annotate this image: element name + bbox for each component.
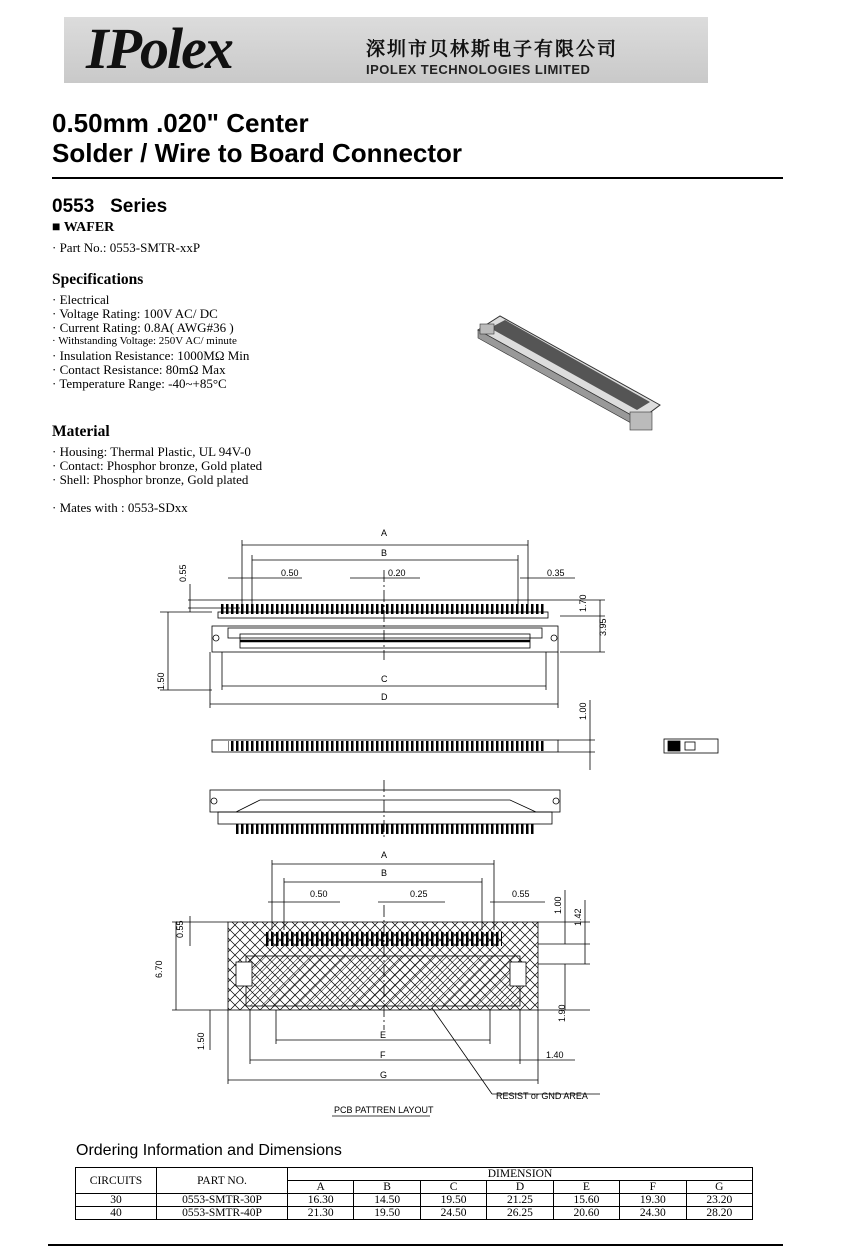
spec-item: · Electrical [52,292,110,307]
dim-label: 0.55 [512,889,530,899]
dim-label: 0.35 [547,568,565,578]
footer-divider [48,1244,783,1246]
dim-col-header: A [288,1181,354,1194]
wafer-label: ■ WAFER [52,220,115,235]
dim-label: E [380,1030,387,1040]
dim-label: 1.40 [546,1050,564,1060]
dim-col-header: E [553,1181,619,1194]
cell-dim: 28.20 [686,1207,752,1220]
dim-label: D [381,692,388,702]
company-name-cn: 深圳市贝林斯电子有限公司 [366,38,619,60]
dim-label: 0.20 [388,568,406,578]
table-row [76,1207,753,1220]
cell-circuits: 30 [76,1194,157,1207]
spec-item: · Contact Resistance: 80mΩ Max [52,362,226,377]
table-row [76,1194,753,1207]
title-line-2: Solder / Wire to Board Connector [52,138,463,168]
dim-col-header: G [686,1181,752,1194]
cell-dim: 23.20 [686,1194,752,1207]
cell-dim: 24.50 [420,1207,486,1220]
cell-dim: 15.60 [553,1194,619,1207]
side-view-drawing [212,700,718,770]
pcb-layout-title: PCB PATTREN LAYOUT [334,1105,434,1115]
cell-part: 0553-SMTR-40P [157,1207,288,1220]
cell-dim: 21.25 [487,1194,553,1207]
dim-label: 1.50 [196,1032,206,1050]
dim-label: F [380,1050,386,1060]
title-line-1: 0.50mm .020" Center [52,108,309,138]
cell-circuits: 40 [76,1207,157,1220]
dim-col-header: B [354,1181,420,1194]
col-header-dimension: DIMENSION [288,1168,753,1181]
product-isometric-image [478,316,660,430]
cell-dim: 20.60 [553,1207,619,1220]
ordering-title: Ordering Information and Dimensions [76,1142,342,1159]
dim-label: C [381,674,388,684]
spec-item: · Insulation Resistance: 1000MΩ Min [52,348,250,363]
dim-label: A [381,528,388,538]
dim-col-header: F [620,1181,686,1194]
company-name-en: IPOLEX TECHNOLOGIES LIMITED [366,62,591,77]
specifications-heading: Specifications [52,271,144,288]
col-header-part-no: PART NO. [157,1168,288,1194]
cell-dim: 24.30 [620,1207,686,1220]
part-number: · Part No.: 0553-SMTR-xxP [52,240,201,255]
dim-col-header: C [420,1181,486,1194]
dim-col-header: D [487,1181,553,1194]
cell-dim: 19.50 [420,1194,486,1207]
cell-dim: 21.30 [288,1207,354,1220]
cell-dim: 19.50 [354,1207,420,1220]
dim-label: 6.70 [154,960,164,978]
cell-dim: 26.25 [487,1207,553,1220]
cell-dim: 19.30 [620,1194,686,1207]
dim-label: 1.42 [573,908,583,926]
material-item: · Housing: Thermal Plastic, UL 94V-0 [52,444,251,459]
dim-label: 1.00 [553,896,563,914]
dim-label: 1.70 [578,594,588,612]
dim-label: 1.00 [578,702,588,720]
material-item: · Contact: Phosphor bronze, Gold plated [52,458,263,473]
dim-label: B [381,868,388,878]
series-heading: 0553 Series [52,196,168,217]
bottom-view-drawing [210,780,560,840]
material-item: · Shell: Phosphor bronze, Gold plated [52,472,249,487]
col-header-circuits: CIRCUITS [76,1168,157,1194]
dim-label: G [380,1070,388,1080]
dim-label: 3.95 [598,618,608,636]
cell-dim: 16.30 [288,1194,354,1207]
dim-label: 1.50 [156,672,166,690]
spec-item: · Voltage Rating: 100V AC/ DC [52,306,218,321]
company-logo: IPolex [86,16,232,81]
spec-item: · Temperature Range: -40~+85°C [52,376,227,391]
dim-label: A [381,850,388,860]
dim-label: 0.55 [178,564,188,582]
dim-label: B [381,548,388,558]
dim-label: 0.50 [310,889,328,899]
ordering-table [75,1167,753,1220]
spec-item: · Withstanding Voltage: 250V AC/ minute [52,335,237,347]
cell-dim: 14.50 [354,1194,420,1207]
resist-area-label: RESIST or GND AREA [496,1091,588,1101]
material-heading: Material [52,423,110,440]
cell-part: 0553-SMTR-30P [157,1194,288,1207]
dim-label: 1.90 [557,1004,567,1022]
dim-label: 0.25 [410,889,428,899]
dim-label: 0.55 [175,920,185,938]
mates-with: · Mates with : 0553-SDxx [52,500,188,515]
spec-item: · Current Rating: 0.8A( AWG#36 ) [52,320,234,335]
dim-label: 0.50 [281,568,299,578]
